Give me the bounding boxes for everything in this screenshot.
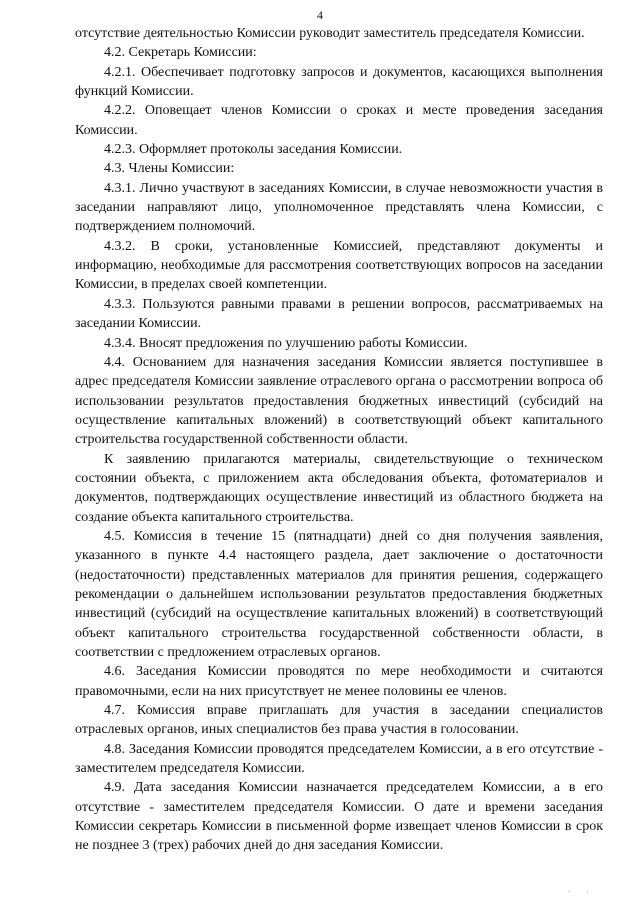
paragraph-4-8: 4.8. Заседания Комиссии проводятся председателем Комиссии, а в его отсутствие - заместителем председателя Комиссии. bbox=[75, 741, 603, 777]
paragraph-4-3: 4.3. Члены Комиссии: bbox=[104, 161, 235, 177]
paragraph-4-6: 4.6. Заседания Комиссии проводятся по мере необходимости и считаются правомочными, если на них присутствует не менее половины ее членов. bbox=[75, 664, 603, 699]
scan-speck: . bbox=[568, 884, 571, 894]
paragraph-4-2-3: 4.2.3. Оформляет протоколы заседания Комиссии. bbox=[104, 142, 403, 158]
paragraph-4-3-4: 4.3.4. Вносят предложения по улучшению работы Комиссии. bbox=[104, 335, 468, 351]
paragraph-4-9: 4.9. Дата заседания Комиссии назначается председателем Комиссии, а в его отсутствие - заместителем председателя Комиссии. О дате и времени заседания Комиссии секретарь Комиссии в письменной форме извещает членов Комиссии в срок не позднее 3 (трех) рабочих дней до дня заседания Комиссии. bbox=[75, 780, 603, 854]
paragraph-continuation: отсутствие деятельностью Комиссии руководит заместитель председателя Комиссии. bbox=[75, 26, 585, 41]
paragraph-4-4: 4.4. Основанием для назначения заседания Комиссии является поступившее в адрес председателя Комиссии заявление отраслевого органа о рассмотрении вопроса об использовании результатов предоставления бюджетных инвестиций (субсидий на осуществление капитальных вложений) в соответствующий объект капитального строительства государственной собственности области. bbox=[75, 354, 603, 448]
document-body bbox=[75, 24, 603, 856]
paragraph-4-7: 4.7. Комиссия вправе приглашать для участия в заседании специалистов отраслевых органов, иных специалистов без права участия в голосовании. bbox=[75, 703, 603, 738]
paragraph-4-2-1: 4.2.1. Обеспечивает подготовку запросов и документов, касающихся выполнения функций Комиссии. bbox=[75, 64, 603, 100]
paragraph-4-2-2: 4.2.2. Оповещает членов Комиссии о сроках и месте проведения заседания Комиссии. bbox=[75, 103, 603, 138]
page-number: 4 bbox=[317, 8, 323, 22]
paragraph-4-3-1: 4.3.1. Лично участвуют в заседаниях Комиссии, в случае невозможности участия в заседании направляют лицо, уполномоченное представлять члена Комиссии, с подтверждением полномочий. bbox=[75, 180, 603, 235]
paragraph-4-4-attachments: К заявлению прилагаются материалы, свидетельствующие о техническом состоянии объекта, с приложением акта обследования объекта, фотоматериалов и документов, подтверждающих осуществление инвестиций из областного бюджета на создание объекта капитального строительства. bbox=[75, 451, 603, 525]
scan-speck: · bbox=[586, 887, 589, 897]
paragraph-4-2: 4.2. Секретарь Комиссии: bbox=[104, 45, 257, 61]
paragraph-4-3-2: 4.3.2. В сроки, установленные Комиссией, представляют документы и информацию, необходимые для рассмотрения соответствующих вопросов на заседании Комиссии, в пределах своей компетенции. bbox=[75, 238, 603, 293]
paragraph-4-3-3: 4.3.3. Пользуются равными правами в решении вопросов, рассматриваемых на заседании Комиссии. bbox=[75, 296, 603, 332]
paragraph-4-5: 4.5. Комиссия в течение 15 (пятнадцати) дней со дня получения заявления, указанного в пункте 4.4 настоящего раздела, дает заключение о достаточности (недостаточности) представленных материалов для принятия решения, содержащего рекомендации о дальнейшем использовании результатов предоставления бюджетных инвестиций (субсидий на осуществление капитальных вложений) в соответствующий объект капитального строительства государственной собственности области, в соответствии с предложением отраслевых органов. bbox=[75, 528, 603, 660]
